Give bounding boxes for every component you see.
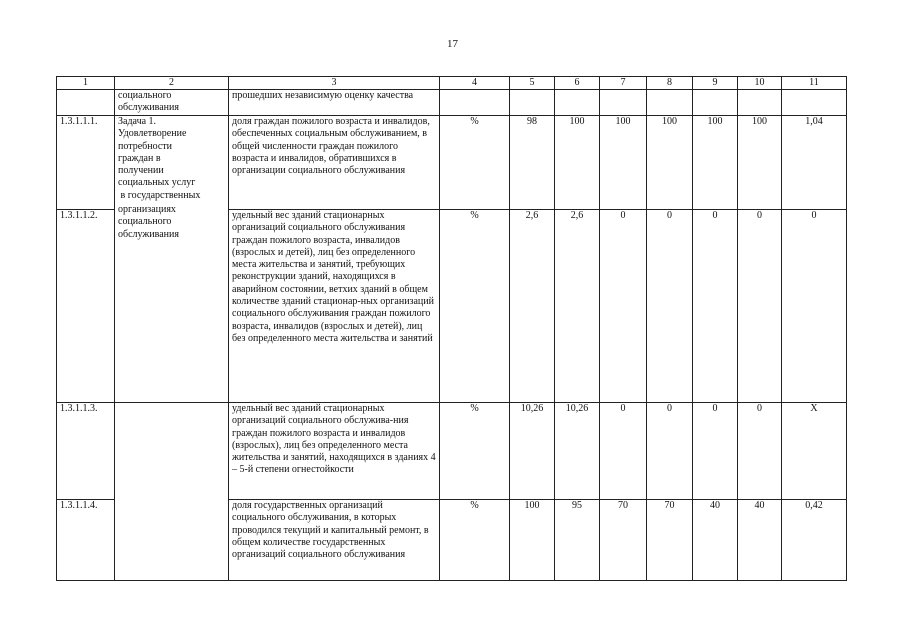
value-cell bbox=[510, 90, 555, 116]
task-line: обслуживания bbox=[118, 228, 179, 240]
header-cell: 3 bbox=[229, 77, 440, 90]
header-cell: 8 bbox=[647, 77, 693, 90]
value-cell: 95 bbox=[555, 500, 600, 581]
value-cell: 0 bbox=[600, 210, 647, 403]
task-line: граждан в bbox=[118, 152, 161, 164]
value-cell: 10,26 bbox=[510, 403, 555, 500]
unit-cell: % bbox=[440, 500, 510, 581]
indicator-table bbox=[56, 76, 847, 581]
page-number: 17 bbox=[447, 38, 458, 50]
value-cell: 40 bbox=[738, 500, 782, 581]
value-cell: 100 bbox=[510, 500, 555, 581]
code-cell: 1.3.1.1.4. bbox=[57, 500, 115, 581]
header-cell: 4 bbox=[440, 77, 510, 90]
header-cell: 7 bbox=[600, 77, 647, 90]
value-cell: 98 bbox=[510, 116, 555, 210]
value-cell bbox=[555, 90, 600, 116]
value-cell: 100 bbox=[738, 116, 782, 210]
value-cell: 0 bbox=[738, 403, 782, 500]
code-cell: 1.3.1.1.3. bbox=[57, 403, 115, 500]
value-cell: 0 bbox=[647, 403, 693, 500]
value-cell: 10,26 bbox=[555, 403, 600, 500]
header-cell: 9 bbox=[693, 77, 738, 90]
indicator-cell: доля государственных организаций социального обслуживания, в которых проводился текущий и капитальный ремонт, в общем количестве государственных организаций социального обслуживания bbox=[229, 500, 440, 581]
task-line: Удовлетворение bbox=[118, 128, 187, 140]
value-cell: 40 bbox=[693, 500, 738, 581]
unit-cell bbox=[440, 90, 510, 116]
unit-cell: % bbox=[440, 210, 510, 403]
value-cell: 0 bbox=[693, 403, 738, 500]
header-cell: 2 bbox=[115, 77, 229, 90]
value-cell: 70 bbox=[647, 500, 693, 581]
value-cell: 0 bbox=[647, 210, 693, 403]
code-cell bbox=[57, 90, 115, 116]
value-cell: 100 bbox=[555, 116, 600, 210]
value-cell: Х bbox=[782, 403, 847, 500]
value-cell: 100 bbox=[647, 116, 693, 210]
table-row bbox=[57, 403, 847, 500]
value-cell: 70 bbox=[600, 500, 647, 581]
value-cell bbox=[738, 90, 782, 116]
continuation-row bbox=[57, 90, 847, 116]
task-cell bbox=[115, 403, 229, 581]
value-cell bbox=[693, 90, 738, 116]
value-cell bbox=[782, 90, 847, 116]
value-cell: 2,6 bbox=[510, 210, 555, 403]
header-cell: 5 bbox=[510, 77, 555, 90]
value-cell: 0 bbox=[738, 210, 782, 403]
header-cell: 10 bbox=[738, 77, 782, 90]
table-row bbox=[57, 116, 847, 210]
task-line: организациях bbox=[118, 204, 176, 216]
task-line: в государственных bbox=[118, 189, 201, 201]
value-cell: 100 bbox=[693, 116, 738, 210]
indicator-cell: прошедших независимую оценку качества bbox=[229, 90, 440, 116]
unit-cell: % bbox=[440, 403, 510, 500]
table-header-row bbox=[57, 77, 847, 90]
value-cell: 1,04 bbox=[782, 116, 847, 210]
task-line: социальных услуг bbox=[118, 177, 196, 189]
task-line: Задача 1. bbox=[118, 116, 157, 127]
task-line: потребности bbox=[118, 140, 172, 152]
value-cell: 100 bbox=[600, 116, 647, 210]
value-cell: 2,6 bbox=[555, 210, 600, 403]
indicator-cell: доля граждан пожилого возраста и инвалидов, обеспеченных социальным обслуживанием, в общей численности граждан пожилого возраста и инвалидов, обратившихся в организации социального обслуживания bbox=[229, 116, 440, 210]
unit-cell: % bbox=[440, 116, 510, 210]
value-cell: 0,42 bbox=[782, 500, 847, 581]
task-cell: социального обслуживания bbox=[115, 90, 229, 116]
indicator-cell: удельный вес зданий стационарных организаций социального обслужива-ния граждан пожилого возраста и инвалидов (взрослых), лиц без определенного места жительства и занятий, находящихся в зданиях 4 – 5-й степени огнестойкости bbox=[229, 403, 440, 500]
indicator-cell: удельный вес зданий стационарных организаций социального обслуживания граждан пожилого возраста, инвалидов (взрослых и детей), лиц без определенного места жительства и занятий, требующих реконструкции зданий, находящихся в аварийном состоянии, ветхих зданий в общем количестве зданий стационар-ных организаций социального обслуживания граждан пожилого возраста, инвалидов (взрослых и детей), лиц без определенного места жительства и занятий bbox=[229, 210, 440, 403]
value-cell: 0 bbox=[693, 210, 738, 403]
value-cell bbox=[647, 90, 693, 116]
task-line: социального bbox=[118, 216, 172, 228]
task-line: получении bbox=[118, 165, 164, 177]
header-cell: 1 bbox=[57, 77, 115, 90]
code-cell: 1.3.1.1.1. bbox=[57, 116, 115, 210]
code-cell: 1.3.1.1.2. bbox=[57, 210, 115, 403]
task-cell bbox=[115, 116, 229, 403]
header-cell: 6 bbox=[555, 77, 600, 90]
value-cell: 0 bbox=[782, 210, 847, 403]
header-cell: 11 bbox=[782, 77, 847, 90]
value-cell: 0 bbox=[600, 403, 647, 500]
value-cell bbox=[600, 90, 647, 116]
